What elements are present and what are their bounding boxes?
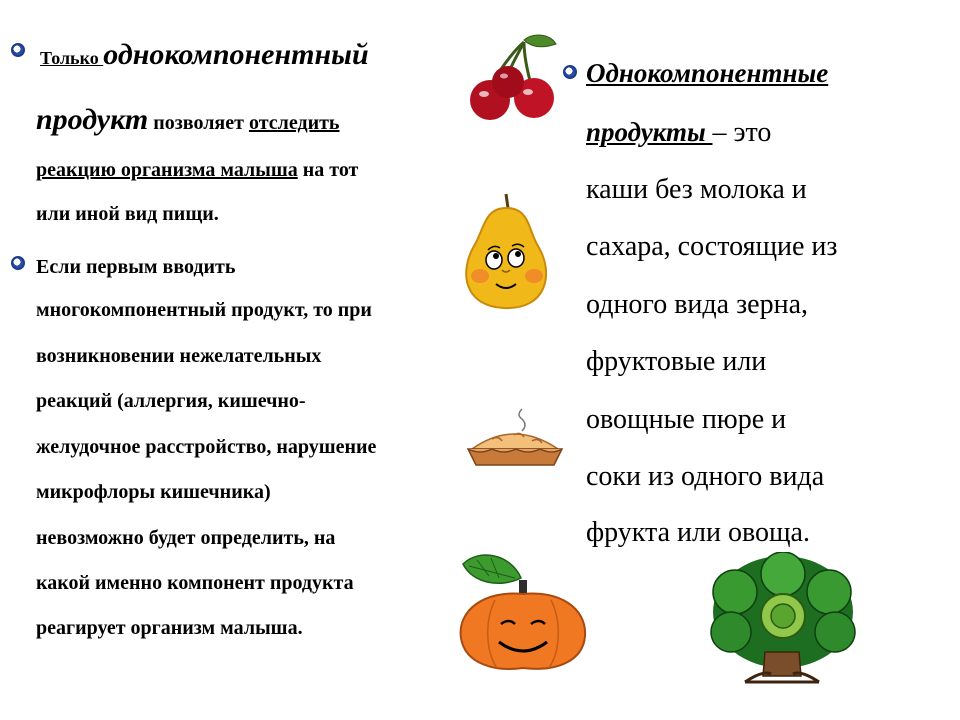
single-component-word: однокомпонентный [103, 38, 369, 71]
right-line: соки из одного вида [586, 461, 825, 492]
left-line-2 [36, 103, 340, 137]
right-line: овощные пюре и [586, 404, 787, 435]
left-p2-line: Если первым вводить [36, 256, 236, 278]
on-that: на тот [297, 159, 359, 181]
right-line: сахара, состоящие из [586, 231, 838, 262]
left-p2-line: реакций (аллергия, кишечно- [36, 390, 306, 412]
right-line: одного вида зерна, [586, 289, 808, 320]
pumpkin-icon [455, 550, 590, 675]
left-line-1 [40, 38, 369, 72]
right-line-2 [586, 117, 771, 149]
bullet-icon [563, 65, 577, 79]
left-p2-line: желудочное расстройство, нарушение [36, 436, 377, 458]
left-p2-line: какой именно компонент продукта [36, 572, 354, 594]
left-p2-line: невозможно будет определить, на [36, 527, 336, 549]
track-word: отследить [248, 112, 340, 134]
products-word: продукты [586, 117, 713, 147]
reaction-phrase: реакцию организма малыша [36, 159, 298, 181]
bullet-icon [11, 256, 25, 270]
right-line: каши без молока и [586, 174, 807, 205]
cabbage-icon [705, 552, 860, 692]
right-line: фруктовые или [586, 346, 767, 377]
left-p2-line: возникновении нежелательных [36, 345, 322, 367]
left-p2-line: многокомпонентный продукт, то при [36, 299, 372, 321]
left-line-3 [36, 159, 358, 182]
left-p2-line: реагирует организм малыша. [36, 617, 303, 639]
pie-icon [462, 405, 567, 477]
cherry-icon [462, 30, 562, 120]
dash-this: – это [712, 117, 772, 148]
product-word: продукт [36, 103, 149, 136]
right-title: Однокомпонентные [586, 58, 829, 88]
only-word: Только [40, 48, 104, 68]
bullet-icon [11, 43, 25, 57]
left-line-4: или иной вид пищи. [36, 203, 219, 225]
right-line: фрукта или овоща. [586, 517, 810, 548]
pear-face-icon [450, 190, 560, 315]
allows-word: позволяет [148, 112, 249, 134]
left-p2-line: микрофлоры кишечника) [36, 481, 271, 503]
